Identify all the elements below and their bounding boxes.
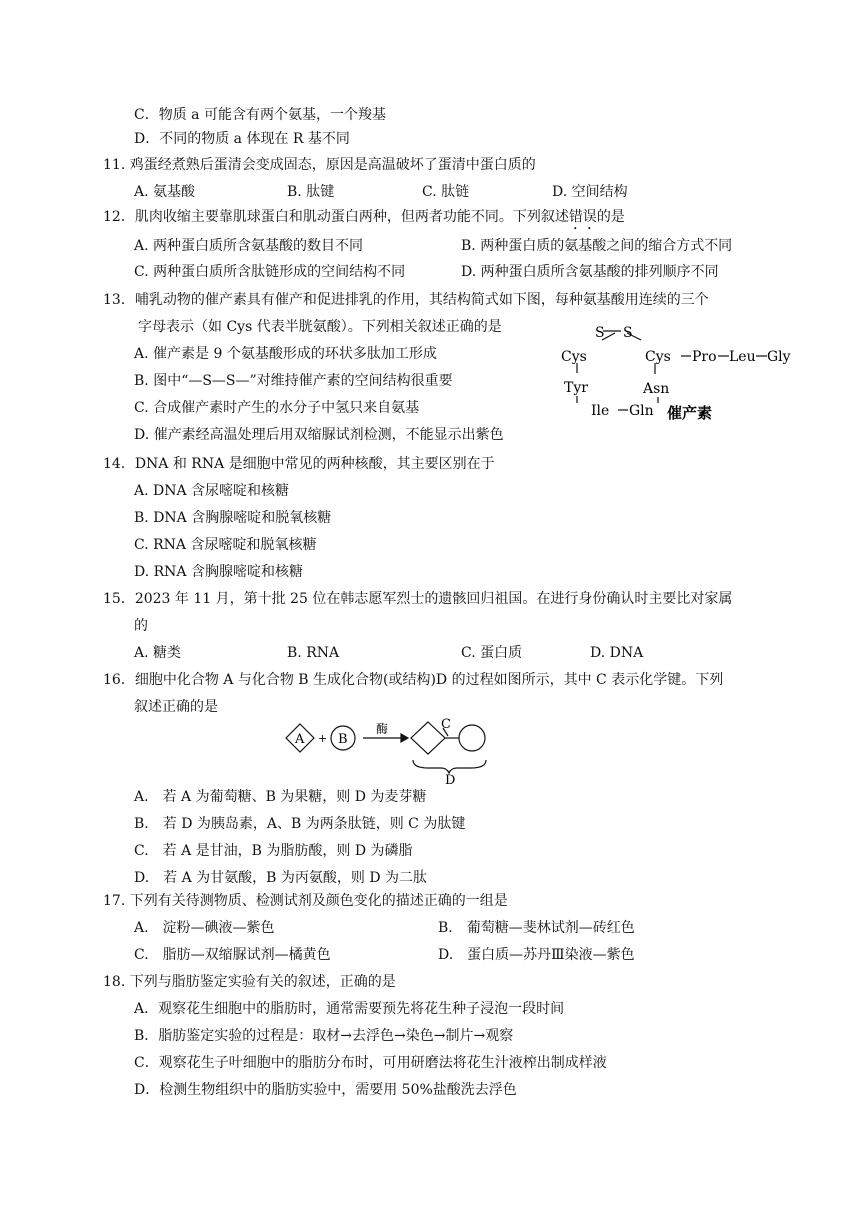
label-enzyme: 酶	[376, 722, 389, 736]
q15-option-c: C. 蛋白质	[461, 645, 523, 661]
q17-stem: 17. 下列有关待测物质、检测试剂及颜色变化的描述正确的一组是	[103, 893, 508, 909]
residue-ile: Ile	[591, 403, 610, 419]
q18-option-a: A．观察花生细胞中的脂肪时，通常需要预先将花生种子浸泡一段时间	[134, 1001, 565, 1017]
residue-asn: Asn	[643, 381, 670, 397]
q17-option-d: D. 蛋白质—苏丹Ⅲ染液—紫色	[438, 947, 635, 963]
q14-option-b: B. DNA 含胸腺嘧啶和脱氧核糖	[134, 510, 332, 526]
residue-leu: Leu	[729, 349, 756, 365]
q15-option-a: A. 糖类	[134, 645, 182, 661]
q18-option-c: C．观察花生子叶细胞中的脂肪分布时，可用研磨法将花生汁液榨出制成样液	[134, 1055, 607, 1071]
q15-option-b: B. RNA	[287, 645, 340, 661]
q10-option-d: D．不同的物质 a 体现在 R 基不同	[134, 131, 350, 147]
label-plus: +	[318, 732, 328, 745]
q18-stem: 18. 下列与脂肪鉴定实验有关的叙述，正确的是	[103, 974, 396, 990]
residue-gln: Gln	[629, 403, 654, 419]
q17-option-c: C. 脂肪—双缩脲试剂—橘黄色	[134, 947, 331, 963]
product-circle	[459, 725, 485, 751]
q16-stem-1: 16．细胞中化合物 A 与化合物 B 生成化合物(或结构)D 的过程如图所示，其中 C 表示化学键。下列	[103, 672, 724, 688]
q12-option-c: C. 两种蛋白质所含肽链形成的空间结构不同	[134, 264, 406, 280]
q16-option-b: B. 若 D 为胰岛素，A、B 为两条肽链，则 C 为肽键	[134, 816, 466, 832]
q17-option-a: A. 淀粉—碘液—紫色	[134, 920, 275, 936]
reaction-figure	[283, 716, 503, 786]
q13-option-d: D. 催产素经高温处理后用双缩脲试剂检测，不能显示出紫色	[134, 427, 504, 443]
q14-stem: 14．DNA 和 RNA 是细胞中常见的两种核酸，其主要区别在于	[103, 456, 495, 472]
residue-gly: Gly	[767, 349, 791, 365]
q16-option-d: D. 若 A 为甘氨酸，B 为丙氨酸，则 D 为二肽	[134, 870, 428, 886]
oxytocin-structure-figure	[555, 318, 805, 428]
q14-option-d: D. RNA 含胸腺嘧啶和核糖	[134, 564, 303, 580]
residue-cys-right: Cys	[645, 349, 671, 365]
q11-option-a: A. 氨基酸	[134, 184, 196, 200]
label-b: B	[338, 732, 348, 747]
q14-option-a: A. DNA 含尿嘧啶和核糖	[134, 483, 290, 499]
q16-stem-2: 叙述正确的是	[134, 699, 218, 715]
label-a: A	[295, 732, 305, 747]
q12-stem-emphasis: 错误	[568, 209, 597, 225]
q10-option-c: C．物质 a 可能含有两个氨基，一个羧基	[134, 107, 386, 123]
q16-option-c: C. 若 A 是甘油，B 为脂肪酸，则 D 为磷脂	[134, 843, 413, 859]
q14-option-c: C. RNA 含尿嘧啶和脱氧核糖	[134, 537, 317, 553]
q12-option-a: A. 两种蛋白质所含氨基酸的数目不同	[134, 238, 364, 254]
residue-pro: Pro	[692, 349, 717, 365]
q11-stem: 11. 鸡蛋经煮熟后蛋清会变成固态，原因是高温破坏了蛋清中蛋白质的	[103, 157, 536, 173]
q13-stem-2: 字母表示（如 Cys 代表半胱氨酸）。下列相关叙述正确的是	[138, 319, 502, 335]
q12-stem-pre: 12．肌肉收缩主要靠肌球蛋白和肌动蛋白两种，但两者功能不同。下列叙述	[103, 209, 569, 225]
q13-stem-1: 13．哺乳动物的催产素具有催产和促进排乳的作用，其结构简式如下图，每种氨基酸用连续的三个	[103, 292, 709, 308]
q16-option-a: A. 若 A 为葡萄糖、B 为果糖，则 D 为麦芽糖	[134, 789, 427, 805]
q12-option-b: B. 两种蛋白质的氨基酸之间的缩合方式不同	[461, 238, 733, 254]
disulfide-s-right: S	[623, 325, 633, 341]
product-brace	[413, 760, 486, 773]
label-c: C	[441, 717, 451, 732]
residue-cys-left: Cys	[561, 349, 587, 365]
oxytocin-caption: 催产素	[667, 404, 713, 422]
label-d: D	[445, 773, 456, 786]
residue-tyr: Tyr	[564, 380, 588, 396]
q17-option-b: B. 葡萄糖—斐林试剂—砖红色	[438, 920, 635, 936]
q13-option-b: B. 图中“—S—S—”对维持催产素的空间结构很重要	[134, 373, 453, 389]
disulfide-s-left: S	[595, 325, 605, 341]
q11-option-d: D. 空间结构	[552, 184, 628, 200]
q12-stem	[103, 208, 625, 233]
q11-option-b: B. 肽键	[287, 184, 335, 200]
q13-option-a: A. 催产素是 9 个氨基酸形成的环状多肽加工形成	[134, 346, 437, 362]
product-diamond	[411, 722, 445, 754]
q15-option-d: D. DNA	[590, 645, 644, 661]
q11-option-c: C. 肽链	[422, 184, 470, 200]
q12-stem-post: 的是	[596, 209, 625, 225]
q18-option-b: B．脂肪鉴定实验的过程是：取材→去浮色→染色→制片→观察	[134, 1028, 514, 1044]
q13-option-c: C. 合成催产素时产生的水分子中氢只来自氨基	[134, 400, 420, 416]
q15-stem-1: 15．2023 年 11 月，第十批 25 位在韩志愿军烈士的遗骸回归祖国。在进行身份确认时主要比对家属	[103, 591, 733, 607]
q18-option-d: D．检测生物组织中的脂肪实验中，需要用 50%盐酸洗去浮色	[134, 1082, 517, 1098]
q15-stem-2: 的	[134, 618, 148, 634]
q12-option-d: D. 两种蛋白质所含氨基酸的排列顺序不同	[461, 264, 719, 280]
